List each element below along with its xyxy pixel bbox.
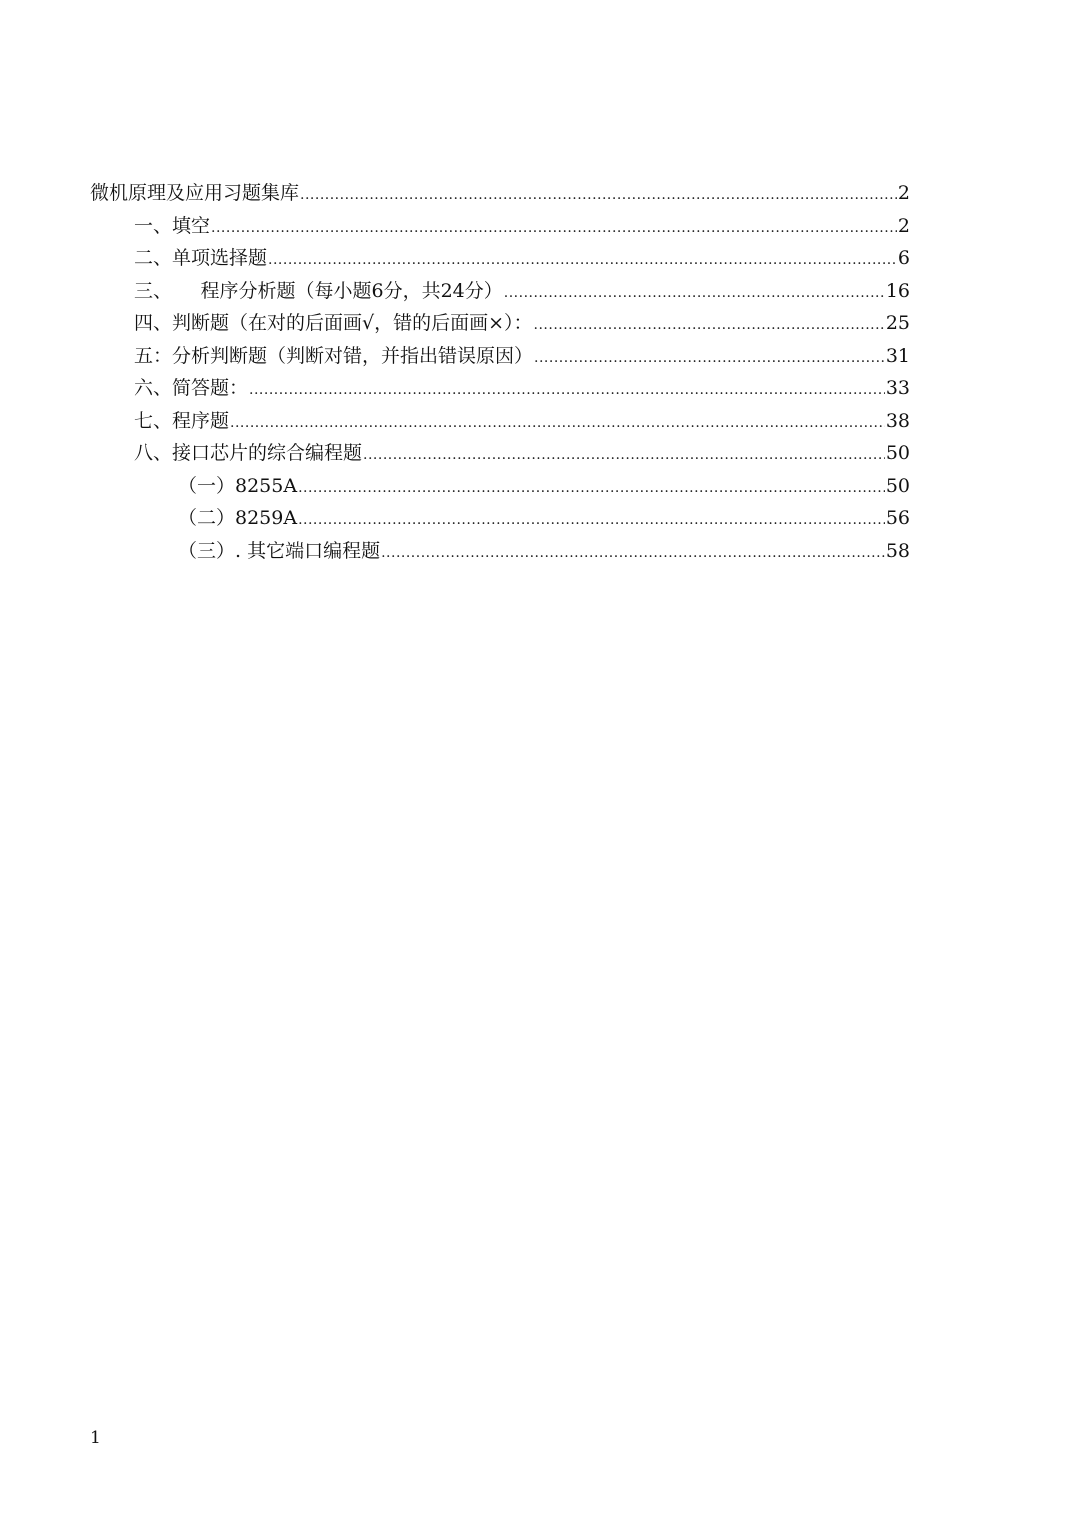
toc-entry[interactable] xyxy=(90,535,910,568)
toc-entry-title: 微机原理及应用习题集库 xyxy=(90,182,300,204)
toc-entry-title: 六、简答题： xyxy=(134,377,249,399)
toc-leader-dots xyxy=(300,179,897,212)
toc-leader-dots xyxy=(268,244,897,277)
toc-entry-page: 6 xyxy=(897,247,910,269)
toc-entry-title: 一、填空 xyxy=(134,214,211,237)
toc-entry-page: 38 xyxy=(885,409,910,432)
toc-entry[interactable] xyxy=(90,437,910,470)
toc-entry[interactable] xyxy=(90,372,910,405)
toc-entry-page: 2 xyxy=(897,214,910,237)
toc-leader-dots xyxy=(298,504,885,537)
toc-entry-title: （一）8255A xyxy=(178,474,298,497)
toc-entry[interactable] xyxy=(90,307,910,340)
toc-leader-dots xyxy=(298,472,885,505)
toc-entry-page: 16 xyxy=(885,279,910,302)
toc-entry-page: 58 xyxy=(885,539,910,562)
toc-entry-page: 50 xyxy=(885,474,910,497)
toc-entry[interactable] xyxy=(90,340,910,373)
toc-entry-page: 33 xyxy=(885,377,910,399)
toc-entry-title: 五：分析判断题（判断对错，并指出错误原因） xyxy=(134,344,534,367)
toc-entry[interactable] xyxy=(90,405,910,438)
toc-entry-page: 31 xyxy=(885,344,910,367)
table-of-contents xyxy=(90,177,910,567)
toc-entry-title: 四、判断题（在对的后面画√，错的后面画×）： xyxy=(134,312,533,334)
toc-leader-dots xyxy=(363,439,885,472)
toc-leader-dots xyxy=(249,374,885,407)
toc-entry-page: 56 xyxy=(885,507,910,529)
toc-entry-title: 三、 程序分析题（每小题6分，共24分） xyxy=(134,279,503,302)
toc-entry[interactable] xyxy=(90,242,910,275)
toc-leader-dots xyxy=(534,342,885,375)
toc-leader-dots xyxy=(230,407,885,440)
toc-entry-title: （二）8259A xyxy=(178,507,298,529)
toc-leader-dots xyxy=(381,537,885,570)
toc-entry[interactable] xyxy=(90,177,910,210)
toc-entry-page: 2 xyxy=(897,182,910,204)
toc-entry-title: 二、单项选择题 xyxy=(134,247,268,269)
toc-entry-page: 50 xyxy=(885,442,910,464)
toc-entry[interactable] xyxy=(90,470,910,503)
toc-leader-dots xyxy=(211,212,897,245)
toc-entry[interactable] xyxy=(90,275,910,308)
toc-leader-dots xyxy=(534,309,885,342)
toc-leader-dots xyxy=(504,277,885,310)
page-number: 1 xyxy=(90,1428,101,1448)
toc-entry[interactable] xyxy=(90,502,910,535)
toc-entry-title: 七、程序题 xyxy=(134,409,230,432)
toc-entry[interactable] xyxy=(90,210,910,243)
toc-entry-page: 25 xyxy=(885,312,910,334)
toc-entry-title: （三）. 其它端口编程题 xyxy=(178,539,381,562)
toc-entry-title: 八、接口芯片的综合编程题 xyxy=(134,442,363,464)
